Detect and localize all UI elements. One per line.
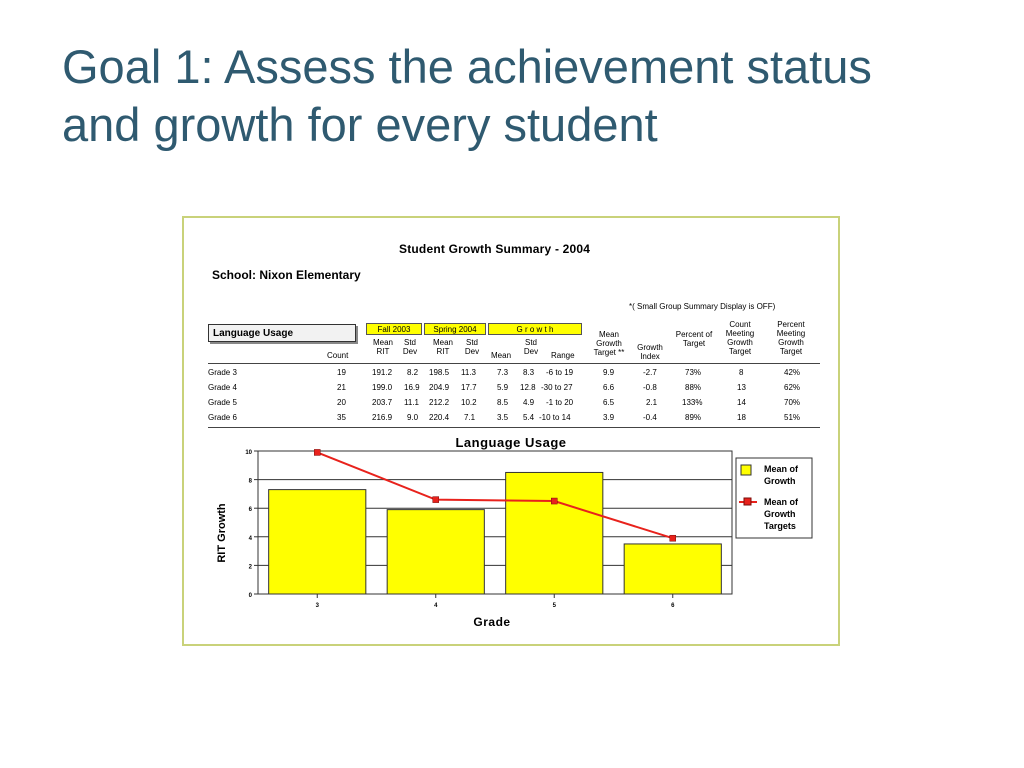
cell-pct-target: 88% — [685, 383, 702, 392]
cell-pct-meeting: 42% — [784, 368, 801, 377]
cell-range: -6 to 19 — [546, 368, 574, 377]
display-note: *( Small Group Summary Display is OFF) — [629, 302, 776, 311]
x-tick-label: 6 — [671, 603, 675, 609]
row-label: Grade 4 — [208, 383, 237, 392]
cell-pct-meeting: 70% — [784, 398, 801, 407]
legend-line: Targets — [764, 521, 796, 531]
cell-growth-mean: 5.9 — [497, 383, 509, 392]
col-range: Range — [551, 351, 575, 360]
legend-line: Growth — [764, 509, 796, 519]
spring-header: Spring 2004 — [424, 323, 486, 335]
legend-line: Mean of — [764, 497, 799, 507]
cell-fall-mean: 216.9 — [372, 413, 393, 422]
y-tick-label: 2 — [248, 564, 252, 571]
y-tick-label: 0 — [248, 593, 252, 599]
y-axis-label: RIT Growth — [216, 503, 228, 563]
bar-6 — [624, 544, 721, 594]
y-tick-label: 10 — [245, 450, 252, 456]
cell-fall-mean: 203.7 — [372, 398, 393, 407]
col-spring-sd: Std Dev — [464, 338, 480, 356]
cell-range: -30 to 27 — [541, 383, 573, 392]
cell-fall-sd: 16.9 — [404, 383, 420, 392]
cell-index: -0.8 — [643, 383, 657, 392]
cell-growth-sd: 8.3 — [523, 368, 535, 377]
cell-count-meeting: 13 — [737, 383, 746, 392]
cell-pct-target: 73% — [685, 368, 702, 377]
col-percent-of-target: Percent of Target — [675, 330, 713, 348]
cell-spring-sd: 7.1 — [464, 413, 476, 422]
chart-title: Language Usage — [455, 435, 567, 450]
cell-count: 35 — [337, 413, 346, 422]
cell-pct-target: 89% — [685, 413, 702, 422]
cell-fall-sd: 8.2 — [407, 368, 419, 377]
cell-count-meeting: 14 — [737, 398, 746, 407]
legend-swatch-growth — [741, 465, 751, 475]
col-spring-mean: Mean RIT — [432, 338, 453, 356]
cell-spring-sd: 11.3 — [461, 368, 476, 377]
cell-fall-sd: 9.0 — [407, 413, 419, 422]
cell-spring-mean: 198.5 — [429, 368, 450, 377]
row-label: Grade 5 — [208, 398, 237, 407]
cell-index: -0.4 — [643, 413, 657, 422]
bar-3 — [269, 490, 366, 594]
cell-target: 6.5 — [603, 398, 615, 407]
legend-line: Mean of — [764, 464, 799, 474]
legend-marker-targets — [744, 498, 751, 505]
cell-growth-sd: 5.4 — [523, 413, 535, 422]
x-tick-label: 4 — [434, 603, 438, 609]
cell-count-meeting: 18 — [737, 413, 746, 422]
bar-5 — [506, 472, 603, 594]
bar-4 — [387, 510, 484, 594]
cell-growth-mean: 7.3 — [497, 368, 509, 377]
row-label: Grade 3 — [208, 368, 237, 377]
y-tick-label: 6 — [248, 507, 252, 514]
row-label: Grade 6 — [208, 413, 237, 422]
cell-count: 21 — [337, 383, 346, 392]
subject-label: Language Usage — [208, 324, 356, 342]
report-frame — [182, 216, 840, 646]
cell-range: -1 to 20 — [546, 398, 574, 407]
cell-index: -2.7 — [643, 368, 657, 377]
cell-count: 19 — [337, 368, 346, 377]
cell-growth-mean: 8.5 — [497, 398, 509, 407]
fall-header: Fall 2003 — [366, 323, 422, 335]
cell-spring-mean: 212.2 — [429, 398, 450, 407]
cell-pct-meeting: 51% — [784, 413, 801, 422]
chart-legend — [736, 458, 812, 538]
col-count-meeting: Count Meeting Growth Target — [725, 320, 755, 356]
target-point-4 — [433, 497, 439, 503]
x-tick-label: 5 — [552, 603, 556, 609]
y-tick-label: 4 — [248, 535, 252, 542]
legend-label-targets — [764, 497, 801, 531]
growth-chart — [184, 218, 838, 644]
y-tick-label: 8 — [248, 478, 252, 485]
col-growth-sd: Std Dev — [523, 338, 539, 356]
cell-spring-mean: 204.9 — [429, 383, 450, 392]
target-point-3 — [314, 449, 320, 455]
school-name: School: Nixon Elementary — [212, 268, 361, 282]
growth-header: G r o w t h — [488, 323, 582, 335]
cell-growth-sd: 12.8 — [520, 383, 536, 392]
plot-area — [245, 449, 732, 609]
cell-pct-meeting: 62% — [784, 383, 801, 392]
target-point-5 — [551, 498, 557, 504]
cell-target: 6.6 — [603, 383, 615, 392]
report-title: Student Growth Summary - 2004 — [399, 242, 591, 256]
cell-target: 3.9 — [603, 413, 615, 422]
cell-spring-sd: 17.7 — [461, 383, 477, 392]
cell-spring-sd: 10.2 — [461, 398, 477, 407]
col-percent-meeting: Percent Meeting Growth Target — [776, 320, 806, 356]
cell-fall-sd: 11.1 — [404, 398, 419, 407]
slide-title: Goal 1: Assess the achievement status and growth for every student — [62, 40, 872, 151]
x-tick-label: 3 — [315, 603, 319, 609]
cell-target: 9.9 — [603, 368, 615, 377]
legend-line: Growth — [764, 476, 796, 486]
cell-count-meeting: 8 — [739, 368, 744, 377]
x-axis-label: Grade — [473, 615, 511, 629]
cell-index: 2.1 — [646, 398, 658, 407]
col-fall-mean: Mean RIT — [372, 338, 393, 356]
cell-growth-mean: 3.5 — [497, 413, 509, 422]
cell-range: -10 to 14 — [539, 413, 571, 422]
col-count: Count — [327, 351, 349, 360]
cell-fall-mean: 191.2 — [372, 368, 393, 377]
col-growth-index: Growth Index — [637, 343, 663, 361]
cell-spring-mean: 220.4 — [429, 413, 450, 422]
cell-growth-sd: 4.9 — [523, 398, 535, 407]
cell-fall-mean: 199.0 — [372, 383, 393, 392]
cell-count: 20 — [337, 398, 346, 407]
target-point-6 — [670, 535, 676, 541]
col-mean-growth-target: Mean Growth Target ** — [593, 330, 625, 357]
col-fall-sd: Std Dev — [402, 338, 418, 356]
cell-pct-target: 133% — [682, 398, 703, 407]
col-growth-mean: Mean — [491, 351, 512, 360]
